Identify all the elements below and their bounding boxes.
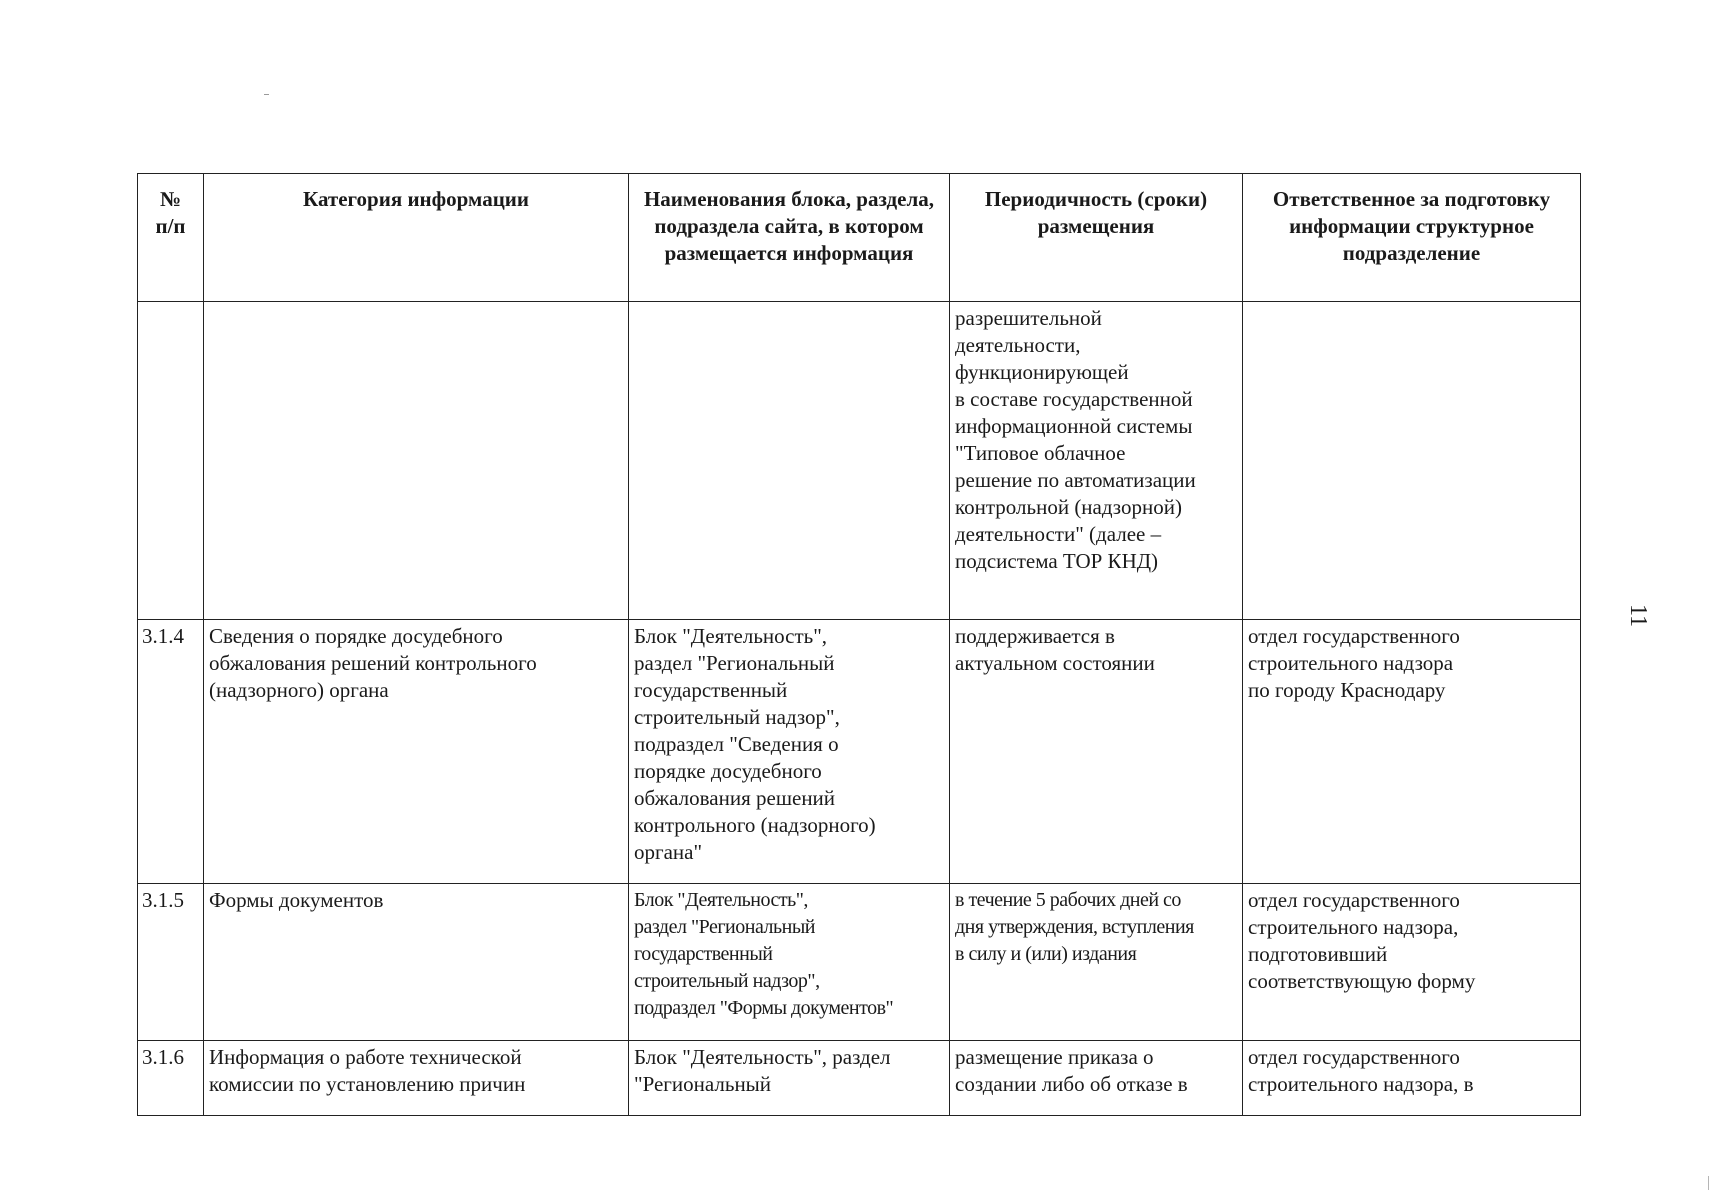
row-responsible: отдел государственного строительного надзора, в <box>1243 1041 1581 1116</box>
header-period: Периодичность (сроки) размещения <box>950 174 1243 302</box>
header-number: № п/п <box>138 174 204 302</box>
scan-edge-mark <box>1708 1176 1709 1190</box>
page-number: 11 <box>1625 603 1652 628</box>
row-period: поддерживается в актуальном состоянии <box>950 620 1243 884</box>
row-responsible: отдел государственного строительного надзора по городу Краснодару <box>1243 620 1581 884</box>
row-number: 3.1.4 <box>138 620 204 884</box>
table-row <box>138 302 1581 620</box>
row-period: размещение приказа о создании либо об отказе в <box>950 1041 1243 1116</box>
row-block: Блок "Деятельность", раздел "Региональный <box>629 1041 950 1116</box>
row-category: Формы документов <box>204 884 629 1041</box>
table-header-row <box>138 174 1581 302</box>
row-category <box>204 302 629 620</box>
table-row <box>138 1041 1581 1116</box>
table-row <box>138 884 1581 1041</box>
scan-speck <box>264 94 269 95</box>
row-responsible <box>1243 302 1581 620</box>
row-responsible: отдел государственного строительного надзора, подготовивший соответствующую форму <box>1243 884 1581 1041</box>
row-block: Блок "Деятельность", раздел "Региональный государственный строительный надзор", подраздел "Сведения о порядке досудебного обжалования решений контрольного (надзорного) органа" <box>629 620 950 884</box>
row-number <box>138 302 204 620</box>
row-category: Сведения о порядке досудебного обжалования решений контрольного (надзорного) органа <box>204 620 629 884</box>
header-category: Категория информации <box>204 174 629 302</box>
header-block: Наименования блока, раздела, подраздела сайта, в котором размещается информация <box>629 174 950 302</box>
header-responsible: Ответственное за подготовку информации структурное подразделение <box>1243 174 1581 302</box>
row-block: Блок "Деятельность", раздел "Региональный государственный строительный надзор", подраздел "Формы документов" <box>629 884 950 1041</box>
row-category: Информация о работе технической комиссии по установлению причин <box>204 1041 629 1116</box>
table-row <box>138 620 1581 884</box>
information-table <box>137 173 1581 1116</box>
row-number: 3.1.5 <box>138 884 204 1041</box>
row-period: разрешительной деятельности, функционирующей в составе государственной информационной системы "Типовое облачное решение по автоматизации контрольной (надзорной) деятельности" (далее – подсистема ТОР КНД) <box>950 302 1243 620</box>
row-number: 3.1.6 <box>138 1041 204 1116</box>
row-block <box>629 302 950 620</box>
row-period: в течение 5 рабочих дней со дня утверждения, вступления в силу и (или) издания <box>950 884 1243 1041</box>
